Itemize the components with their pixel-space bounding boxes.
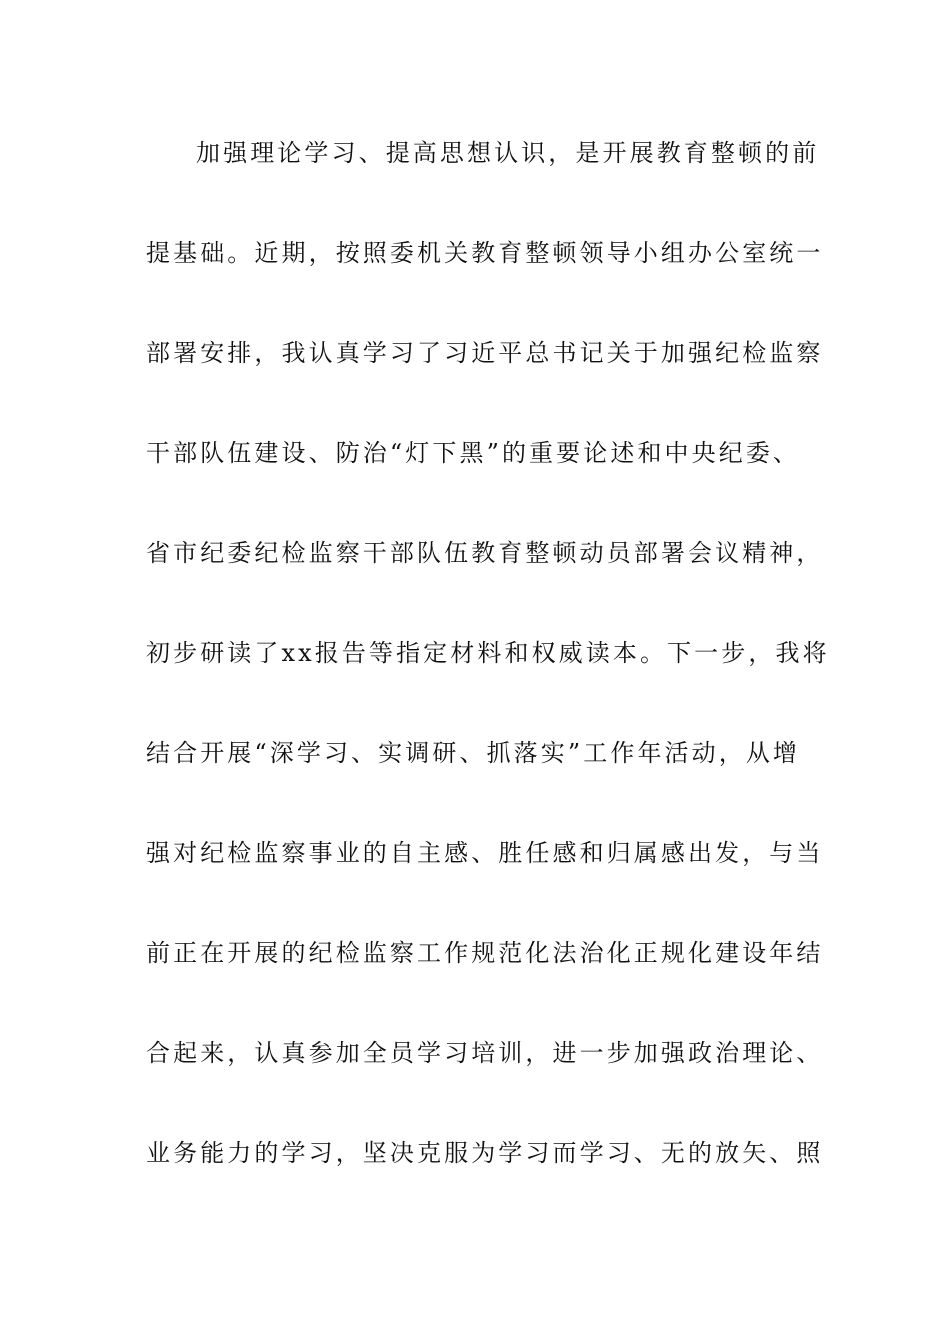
text-line: 业务能力的学习，坚决克服为学习而学习、无的放矢、照	[146, 1139, 824, 1167]
text-line: 初步研读了xx报告等指定材料和权威读本。下一步，我将	[146, 639, 830, 667]
text-line: 干部队伍建设、防治“灯下黑”的重要论述和中央纪委、	[146, 439, 801, 467]
text-line: 加强理论学习、提高思想认识，是开展教育整顿的前	[196, 139, 820, 167]
text-line: 提基础。近期，按照委机关教育整顿领导小组办公室统一	[146, 239, 824, 267]
text-line: 合起来，认真参加全员学习培训，进一步加强政治理论、	[146, 1039, 824, 1067]
body-text	[146, 128, 830, 1228]
text-line: 部署安排，我认真学习了习近平总书记关于加强纪检监察	[146, 339, 824, 367]
text-line: 强对纪检监察事业的自主感、胜任感和归属感出发，与当	[146, 839, 824, 867]
text-line: 结合开展“深学习、实调研、抓落实”工作年活动，从增	[146, 739, 801, 767]
text-line: 省市纪委纪检监察干部队伍教育整顿动员部署会议精神，	[146, 539, 824, 567]
text-line: 前正在开展的纪检监察工作规范化法治化正规化建设年结	[146, 939, 824, 967]
